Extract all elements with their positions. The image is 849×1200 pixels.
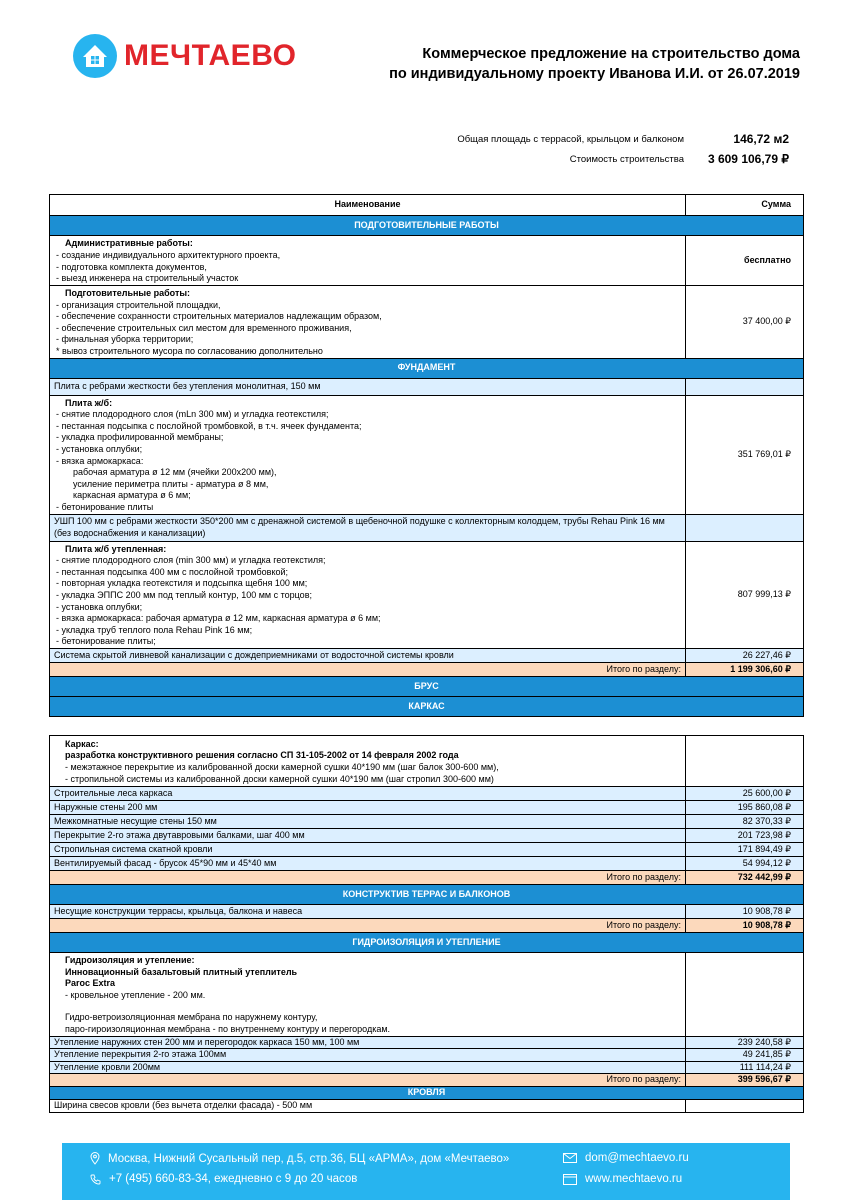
title-line-1: Коммерческое предложение на строительство дома <box>422 46 800 62</box>
estimate-table-1 <box>49 194 804 717</box>
cost-label: Стоимость строительства <box>569 154 684 165</box>
col-name-header: Наименование <box>50 195 686 216</box>
estimate-table-2 <box>49 735 804 1113</box>
slab-row: Плита ж/б: - снятие плодородного слоя (mLn 300 мм) и угладка геотекстиля; - пестанная подсыпка с послойной тромбовкой, в т.ч. ячеек фундамента; - укладка профилированной мембраны; - установка оплубки; - вязка армокаркаса: рабочая арматура ø 12 мм (ячейки 200х200 мм), усиление периметра плиты - арматура ø 8 мм, каркасная арматура ø 6 мм; - бетонирование плиты 351 769,01 ₽ <box>50 395 804 514</box>
location-pin-icon <box>90 1152 100 1165</box>
ushp-row: Плита ж/б утепленная: - снятие плодородного слоя (min 300 мм) и угладка геотекстиля; - пестанная подсыпка 400 мм с послойной тромбовкой; - повторная укладка геотекстиля и подсыпка щебня 100 мм; - укладка ЭППС 200 мм под теплый контур, 100 мм с торцов; - установка оплубки; - вязка армокаркаса: рабочая арматура ø 12 мм, каркасная арматура ø 6 мм; - укладка труб теплого пола Rehau Pink 16 мм; - бетонирование плиты; 807 999,13 ₽ <box>50 541 804 648</box>
footer-address: Москва, Нижний Сусальный пер, д.5, стр.36, БЦ «АРМА», дом «Мечтаево» <box>90 1152 509 1165</box>
prep-works-row: Подготовительные работы: - организация строительной площадки, - обеспечение сохранности строительных материалов надлежащим образом, - обеспечение строительных сил местом для временного проживания, - финальная уборка территории; * вывоз строительного мусора по согласованию дополнительно 37 400,00 ₽ <box>50 286 804 359</box>
table-row: Утепление наружних стен 200 мм и перегородок каркаса 150 мм, 100 мм 239 240,58 ₽ <box>50 1036 804 1049</box>
section-header: ПОДГОТОВИТЕЛЬНЫЕ РАБОТЫ <box>50 216 804 236</box>
table-row: Перекрытие 2-го этажа двутавровыми балками, шаг 400 мм 201 723,98 ₽ <box>50 829 804 843</box>
logo-text: МЕЧТАЕВО <box>124 39 297 72</box>
mail-icon <box>563 1153 577 1163</box>
footer-phone: +7 (495) 660-83-34, ежедневно с 9 до 20 часов <box>90 1173 357 1185</box>
karkas-row: Каркас: разработка конструктивного решения согласно СП 31-105-2002 от 14 февраля 2002 года - межэтажное перекрытие из калиброванной доски камерной сушки 40*190 мм (шаг балок 300-600 мм), - стропильной системы из калиброванной доски камерной сушки 40*190 мм (шаг стропил 300-600 мм) <box>50 736 804 787</box>
document-title <box>330 44 800 84</box>
prep-works-value: 37 400,00 ₽ <box>686 286 804 359</box>
phone-icon <box>90 1174 101 1185</box>
section-header: ГИДРОИЗОЛЯЦИЯ И УТЕПЛЕНИЕ <box>50 933 804 953</box>
title-line-2: по индивидуальному проекту Иванова И.И. от 26.07.2019 <box>389 66 800 82</box>
slab-title-row: Плита с ребрами жесткости без утепления монолитная, 150 мм <box>50 378 804 395</box>
section-header: КОНСТРУКТИВ ТЕРРАС И БАЛКОНОВ <box>50 885 804 905</box>
admin-works-value: бесплатно <box>686 236 804 286</box>
section-total-row: Итого по разделу: 10 908,78 ₽ <box>50 919 804 933</box>
section-total-row: Итого по разделу: 399 596,67 ₽ <box>50 1074 804 1087</box>
table-row: Стропильная система скатной кровли 171 894,49 ₽ <box>50 843 804 857</box>
footer-email: dom@mechtaevo.ru <box>563 1152 689 1164</box>
ushp-value: 807 999,13 ₽ <box>686 541 804 648</box>
insulation-row: Гидроизоляция и утепление: Инновационный базальтовый плитный утеплитель Paroc Extra - кровельное утепление - 200 мм. Гидро-ветроизоляционная мембрана по наружнему контуру, паро-гироизоляционная мембрана - по внутреннему контуру и перегородкам. <box>50 953 804 1037</box>
footer <box>62 1143 790 1200</box>
section-header: КАРКАС <box>50 696 804 716</box>
table-row: Наружные стены 200 мм 195 860,08 ₽ <box>50 801 804 815</box>
storm-row: Система скрытой ливневой канализации с дождеприемниками от водосточной системы кровли 26 227,46 ₽ <box>50 648 804 662</box>
table-row: Утепление кровли 200мм 111 114,24 ₽ <box>50 1061 804 1074</box>
logo <box>72 33 296 79</box>
table-row: Утепление перекрытия 2-го этажа 100мм 49 241,85 ₽ <box>50 1049 804 1062</box>
table-row: Межкомнатные несущие стены 150 мм 82 370,33 ₽ <box>50 815 804 829</box>
browser-window-icon <box>563 1174 577 1185</box>
table-row: Несущие конструкции террасы, крыльца, балкона и навеса 10 908,78 ₽ <box>50 905 804 919</box>
section-total-row: Итого по разделу: 1 199 306,60 ₽ <box>50 662 804 676</box>
section-total-row: Итого по разделу: 732 442,99 ₽ <box>50 871 804 885</box>
section-header: ФУНДАМЕНТ <box>50 358 804 378</box>
ushp-title-row: УШП 100 мм с ребрами жесткости 350*200 мм с дренажной системой в щебеночной подушке с коллекторным колодцем, трубы Rehau Pink 16 мм (без водоснабжения и канализации) <box>50 514 804 541</box>
table-row: Ширина свесов кровли (без вычета отделки фасада) - 500 мм <box>50 1099 804 1112</box>
house-logo-icon <box>72 33 118 79</box>
section-header: КРОВЛЯ <box>50 1086 804 1099</box>
table-row: Строительные леса каркаса 25 600,00 ₽ <box>50 787 804 801</box>
table-header <box>50 195 804 216</box>
table-row: Вентилируемый фасад - брусок 45*90 мм и 45*40 мм 54 994,12 ₽ <box>50 857 804 871</box>
admin-works-row: Административные работы: - создание индивидуального архитектурного проекта, - подготовка комплекта документов, - выезд инженера на строительный участок бесплатно <box>50 236 804 286</box>
col-sum-header: Сумма <box>686 195 804 216</box>
slab-value: 351 769,01 ₽ <box>686 395 804 514</box>
section-header: БРУС <box>50 676 804 696</box>
cost-value: 3 609 106,79 ₽ <box>707 152 789 166</box>
area-value: 146,72 м2 <box>733 132 789 146</box>
area-label: Общая площадь с террасой, крыльцом и балконом <box>457 134 684 145</box>
footer-site: www.mechtaevo.ru <box>563 1173 682 1185</box>
